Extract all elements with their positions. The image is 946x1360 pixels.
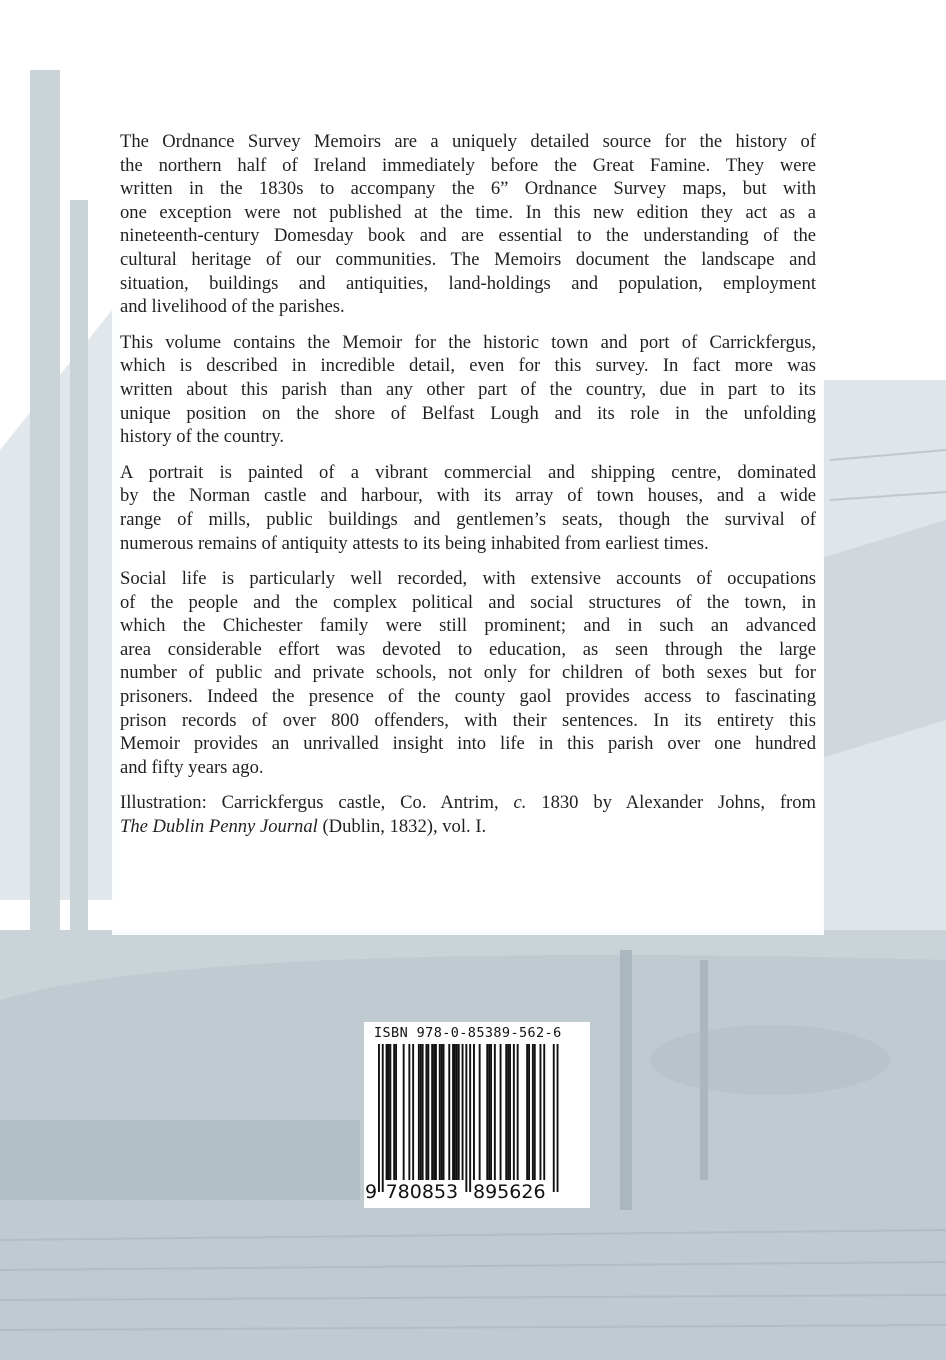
barcode-digits: 9: [365, 1181, 378, 1203]
text-line: range of mills, public buildings and gentlemen’s seats, though the survival of: [120, 508, 816, 530]
text-line: unique position on the shore of Belfast Lough and its role in the unfolding: [120, 402, 816, 424]
barcode-bar: [433, 1044, 435, 1180]
caption-journal-title: The Dublin Penny Journal: [120, 816, 318, 838]
back-cover-blurb: [120, 130, 816, 851]
barcode-bar: [526, 1044, 528, 1180]
isbn-label: ISBN 978-0-85389-562-6: [374, 1025, 562, 1041]
barcode-bar: [388, 1044, 390, 1180]
barcode-bar: [408, 1044, 410, 1180]
barcode-bar: [486, 1044, 488, 1180]
barcode-bar: [532, 1044, 534, 1180]
text-line: by the Norman castle and harbour, with its array of town houses, and a wide: [120, 485, 816, 507]
text-line: number of public and private schools, not only for children of both sexes but for: [120, 662, 816, 684]
text-line: written about this parish than any other part of the country, due in part to its: [120, 378, 816, 400]
paragraph: [120, 567, 816, 779]
barcode-bar: [427, 1044, 429, 1180]
barcode-bar: [422, 1044, 424, 1180]
caption-text: Illustration: Carrickfergus castle, Co. Antrim,: [120, 792, 514, 814]
barcode-bar: [494, 1044, 496, 1180]
text-line: Social life is particularly well recorded, with extensive accounts of occupations: [120, 568, 816, 590]
barcode-bar: [509, 1044, 511, 1180]
text-line: A portrait is painted of a vibrant commercial and shipping centre, dominated: [120, 461, 816, 483]
barcode-bar: [452, 1044, 454, 1180]
text-line: written in the 1830s to accompany the 6” Ordnance Survey maps, but with: [120, 178, 816, 200]
text-line: which the Chichester family were still prominent; and in such an advanced: [120, 615, 816, 637]
text-line: prison records of over 800 offenders, with their sentences. In its entirety this: [120, 709, 816, 731]
barcode-bar: [513, 1044, 515, 1180]
caption-circa: c.: [513, 792, 527, 814]
barcode-bar: [454, 1044, 456, 1180]
barcode-bar: [441, 1044, 443, 1180]
barcode-bar: [403, 1044, 405, 1180]
barcode-bar: [426, 1044, 428, 1180]
barcode-bar: [528, 1044, 530, 1180]
barcode-bar: [469, 1044, 471, 1192]
barcode-bar: [505, 1044, 507, 1180]
isbn-barcode: [364, 1022, 590, 1208]
barcode-digits: 780853: [385, 1181, 459, 1203]
barcode-bar: [418, 1044, 420, 1180]
barcode-bar: [435, 1044, 437, 1180]
caption-text: (Dublin, 1832), vol. I.: [317, 816, 487, 838]
barcode-bar: [456, 1044, 458, 1180]
text-line: cultural heritage of our communities. The Memoirs document the landscape and: [120, 248, 816, 270]
barcode-bar: [420, 1044, 422, 1180]
caption-text: 1830 by Alexander Johns, from: [526, 792, 817, 814]
barcode-bar: [458, 1044, 460, 1180]
barcode-bar: [553, 1044, 555, 1192]
barcode-bar: [543, 1044, 545, 1180]
caption-line: [120, 815, 816, 839]
illustration-caption: [120, 791, 816, 838]
text-line: prisoners. Indeed the presence of the county gaol provides access to fascinating: [120, 686, 816, 708]
text-line: area considerable effort was devoted to education, as seen through the large: [120, 638, 816, 660]
barcode-bars: [364, 1022, 590, 1208]
barcode-bar: [507, 1044, 509, 1180]
barcode-bar: [490, 1044, 492, 1180]
barcode-bar: [557, 1044, 559, 1192]
barcode-bar: [534, 1044, 536, 1180]
barcode-bar: [412, 1044, 414, 1180]
barcode-bar: [395, 1044, 397, 1180]
barcode-bar: [431, 1044, 433, 1180]
barcode-bar: [488, 1044, 490, 1180]
barcode-bar: [386, 1044, 388, 1180]
text-line: one exception were not published at the time. In this new edition they act as a: [120, 201, 816, 223]
text-line: which is described in incredible detail, even for this survey. In fact more was: [120, 355, 816, 377]
text-line: Memoir provides an unrivalled insight into life in this parish over one hundred: [120, 733, 816, 755]
barcode-bar: [465, 1044, 467, 1192]
barcode-bar: [473, 1044, 475, 1180]
barcode-bar: [389, 1044, 391, 1180]
barcode-bar: [378, 1044, 380, 1192]
text-line: numerous remains of antiquity attests to its being inhabited from earliest times.: [120, 532, 709, 554]
barcode-bar: [540, 1044, 542, 1180]
barcode-bar: [439, 1044, 441, 1180]
barcode-bar: [462, 1044, 464, 1180]
paragraph: [120, 130, 816, 319]
barcode-digits: 895626: [473, 1181, 546, 1203]
text-line: This volume contains the Memoir for the historic town and port of Carrickfergus,: [120, 331, 816, 353]
caption-line: [120, 791, 816, 815]
barcode-bar: [443, 1044, 445, 1180]
barcode-bar: [500, 1044, 502, 1180]
text-line: and livelihood of the parishes.: [120, 296, 345, 318]
text-line: the northern half of Ireland immediately before the Great Famine. They were: [120, 154, 816, 176]
paragraph: [120, 331, 816, 449]
barcode-bar: [393, 1044, 395, 1180]
barcode-bar: [479, 1044, 481, 1180]
text-line: situation, buildings and antiquities, land-holdings and population, employment: [120, 272, 816, 294]
text-line: history of the country.: [120, 426, 285, 448]
barcode-bar: [448, 1044, 450, 1180]
text-line: The Ordnance Survey Memoirs are a uniquely detailed source for the history of: [120, 131, 816, 152]
barcode-bar: [517, 1044, 519, 1180]
text-line: of the people and the complex political and social structures of the town, in: [120, 591, 816, 613]
text-line: and fifty years ago.: [120, 756, 264, 778]
text-line: nineteenth-century Domesday book and are essential to the understanding of the: [120, 225, 816, 247]
paragraph: [120, 461, 816, 555]
barcode-bar: [382, 1044, 384, 1192]
